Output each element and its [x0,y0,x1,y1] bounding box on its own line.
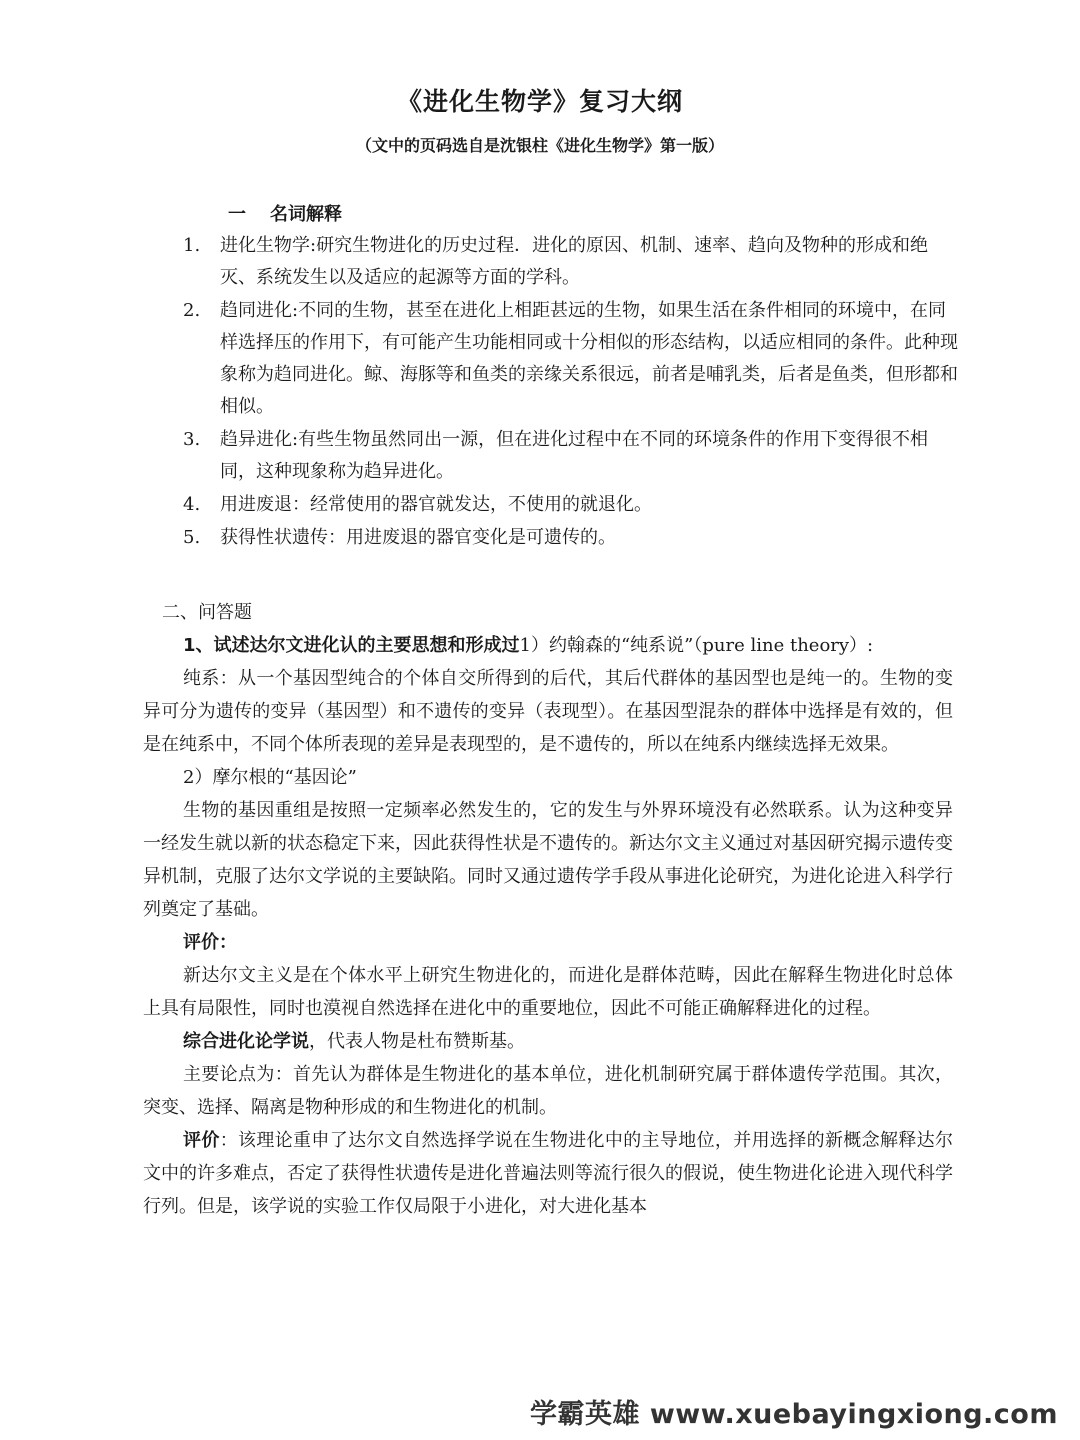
definition-item [183,522,958,554]
definition-text: 获得性状遗传：用进废退的器官变化是可遗传的。 [220,527,616,548]
paragraph-evaluation: 新达尔文主义是在个体水平上研究生物进化的，而进化是群体范畴，因此在解释生物进化时总体上具有局限性，同时也漠视自然选择在进化中的重要地位，因此不可能正确解释进化的过程。 [143,965,953,1019]
paragraph-main-points: 主要论点为：首先认为群体是生物进化的基本单位，进化机制研究属于群体遗传学范围。其次，突变、选择、隔离是物种形成的和生物进化的机制。 [143,1064,953,1118]
watermark: 学霸英雄 www.xuebayingxiong.com [529,1399,1058,1430]
question-1-title: 1、试述达尔文进化认的主要思想和形成过 [183,635,520,656]
definition-item [183,424,958,488]
definition-text: 用进废退：经常使用的器官就发达，不使用的就退化。 [220,494,652,515]
section-1-heading [228,200,342,226]
evaluation-2-label: 评价 [183,1130,220,1151]
definition-number: 5. [183,527,201,548]
synthesis-rest: ，代表人物是杜布赞斯基。 [309,1031,525,1052]
evaluation-heading: 评价： [183,932,237,953]
paragraph-evaluation-2 [143,1124,953,1223]
evaluation-2-text: ：该理论重申了达尔文自然选择学说在生物进化中的主导地位，并用选择的新概念解释达尔文中的许多难点，否定了获得性状遗传是进化普遍法则等流行很久的假说，使生物进化论进入现代科学行列。但是，该学说的实验工作仅局限于小进化，对大进化基本 [143,1130,954,1217]
definition-number: 2. [183,300,201,321]
section-1-title: 名词解释 [270,204,342,225]
question-1 [143,629,953,662]
definition-item [183,489,958,521]
section-1-number: 一 [228,204,246,225]
essay-body [143,629,953,1223]
definition-number: 3. [183,429,201,450]
paragraph-synthesis [143,1025,953,1058]
definition-item [183,295,958,423]
definition-number: 4. [183,494,201,515]
section-2-heading: 二、问答题 [162,602,252,623]
document-subtitle: （文中的页码选自是沈银柱《进化生物学》第一版） [355,136,724,155]
definition-list [183,230,958,555]
synthesis-title: 综合进化论学说 [183,1031,309,1052]
question-1-subpoint: 1）约翰森的“纯系说”（pure line theory）: [519,635,874,656]
definition-text: 趋异进化:有些生物虽然同出一源，但在进化过程中在不同的环境条件的作用下变得很不相同，这种现象称为趋异进化。 [220,429,929,482]
definition-text: 趋同进化:不同的生物，甚至在进化上相距甚远的生物，如果生活在条件相同的环境中，在同样选择压的作用下，有可能产生功能相同或十分相似的形态结构，以适应相同的条件。此种现象称为趋同进化。鲸、海豚等和鱼类的亲缘关系很远，前者是哺乳类，后者是鱼类，但形都和相似。 [220,300,958,417]
definition-text: 进化生物学:研究生物进化的历史过程．进化的原因、机制、速率、趋向及物种的形成和绝灭、系统发生以及适应的起源等方面的学科。 [220,235,929,288]
definition-item [183,230,958,294]
paragraph-pure-line: 纯系：从一个基因型纯合的个体自交所得到的后代，其后代群体的基因型也是纯一的。生物的变异可分为遗传的变异（基因型）和不遗传的变异（表现型）。在基因型混杂的群体中选择是有效的，但是在纯系中，不同个体所表现的差异是表现型的，是不遗传的，所以在纯系内继续选择无效果。 [143,668,953,755]
document-title: 《进化生物学》复习大纲 [396,87,683,116]
paragraph-gene-theory-heading: 2）摩尔根的“基因论” [183,767,357,788]
definition-number: 1. [183,235,201,256]
paragraph-gene-theory: 生物的基因重组是按照一定频率必然发生的，它的发生与外界环境没有必然联系。认为这种变异一经发生就以新的状态稳定下来，因此获得性状是不遗传的。新达尔文主义通过对基因研究揭示遗传变异机制，克服了达尔文学说的主要缺陷。同时又通过遗传学手段从事进化论研究，为进化论进入科学行列奠定了基础。 [143,800,953,920]
